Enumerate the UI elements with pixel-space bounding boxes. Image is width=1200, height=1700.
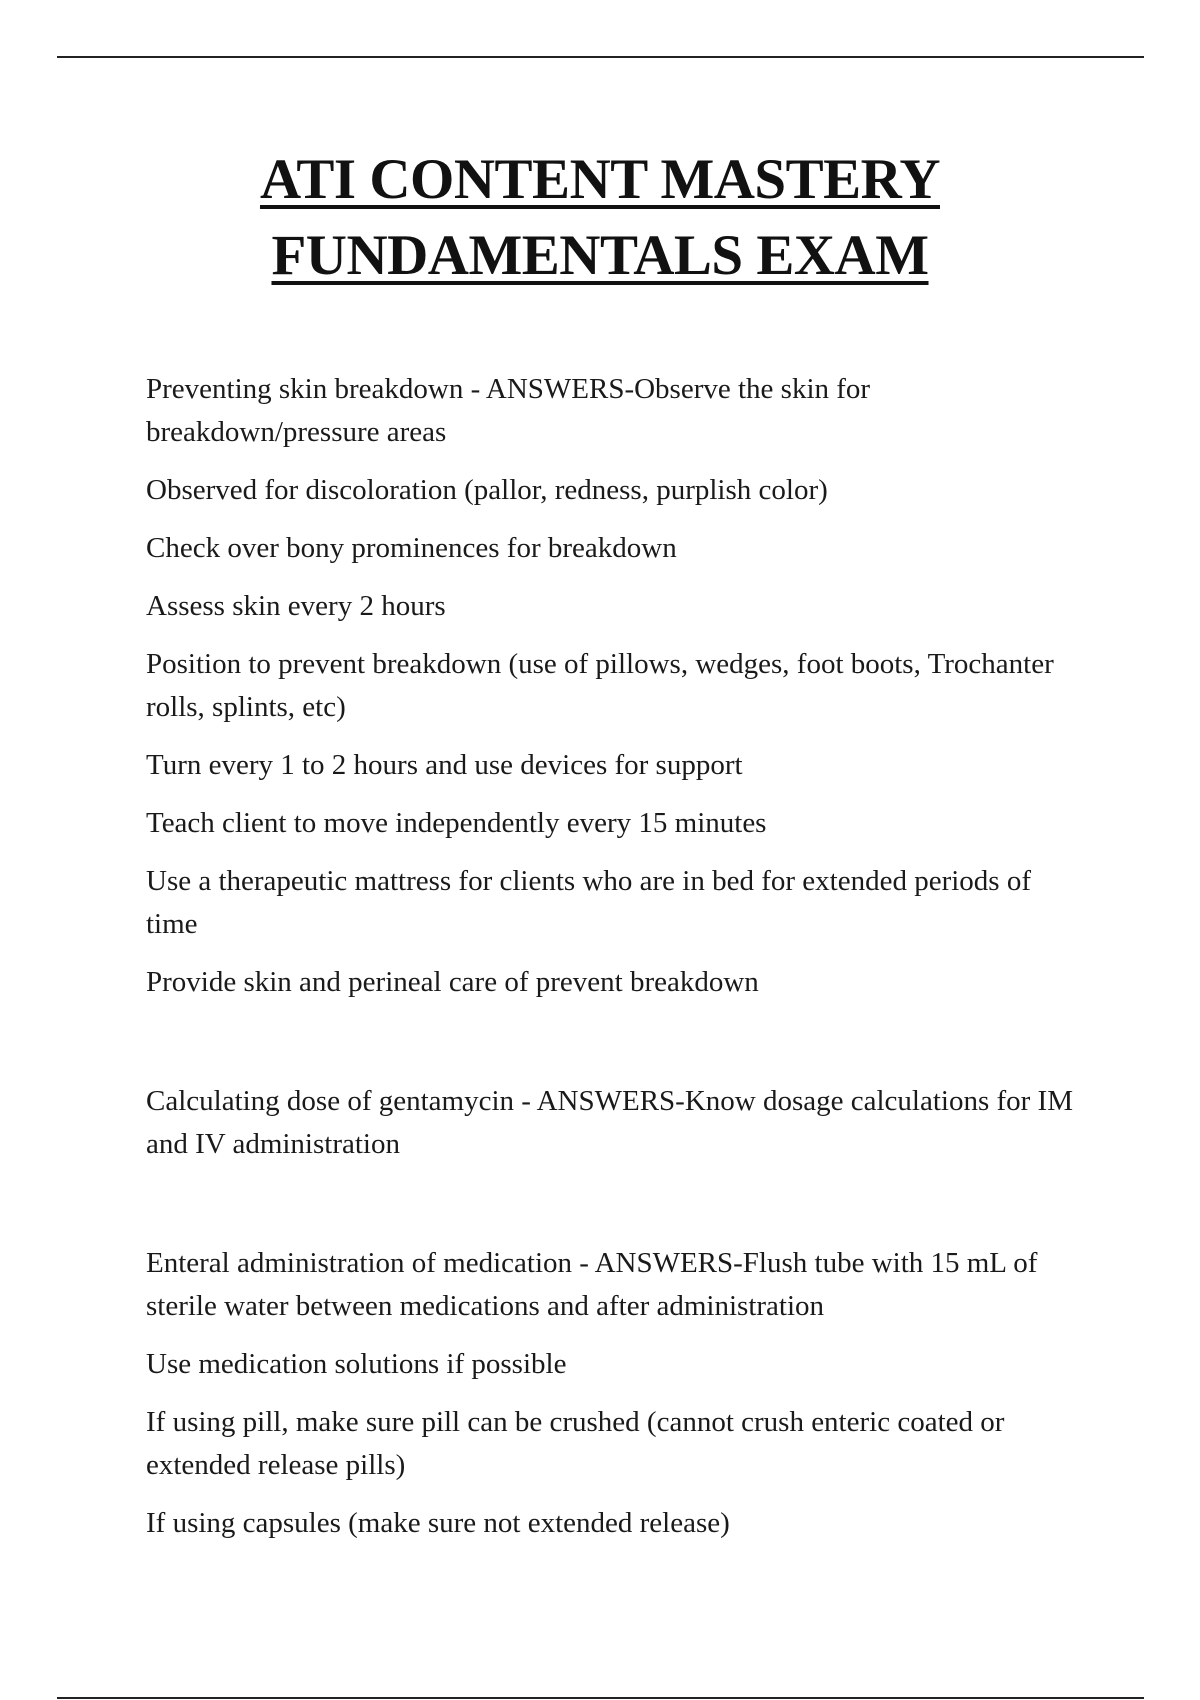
document-title [0,142,1200,294]
paragraph: Position to prevent breakdown (use of pillows, wedges, foot boots, Trochanter rolls, splints, etc) [146,648,1054,723]
paragraph: Check over bony prominences for breakdown [146,532,677,564]
top-rule [57,56,1144,58]
bottom-rule [57,1697,1144,1699]
paragraph: Teach client to move independently every 15 minutes [146,807,767,839]
paragraph: Provide skin and perineal care of prevent breakdown [146,966,759,998]
section-enteral-medication [146,1242,1086,1545]
paragraph: Calculating dose of gentamycin - ANSWERS-Know dosage calculations for IM and IV administration [146,1085,1073,1160]
section-skin-breakdown [146,368,1086,1004]
paragraph: Assess skin every 2 hours [146,590,446,622]
paragraph: Enteral administration of medication - ANSWERS-Flush tube with 15 mL of sterile water between medications and after administration [146,1247,1038,1322]
paragraph: Observed for discoloration (pallor, redness, purplish color) [146,474,828,506]
title-line-1: ATI CONTENT MASTERY [259,148,940,211]
document-body [146,368,1086,1560]
title-line-2: FUNDAMENTALS EXAM [271,224,929,287]
paragraph: Turn every 1 to 2 hours and use devices for support [146,749,743,781]
paragraph: If using pill, make sure pill can be crushed (cannot crush enteric coated or extended release pills) [146,1406,1005,1481]
paragraph: Use a therapeutic mattress for clients who are in bed for extended periods of time [146,865,1031,940]
paragraph: If using capsules (make sure not extended release) [146,1507,730,1539]
section-gentamycin [146,1080,1086,1166]
paragraph: Use medication solutions if possible [146,1348,567,1380]
paragraph: Preventing skin breakdown - ANSWERS-Observe the skin for breakdown/pressure areas [146,373,871,448]
